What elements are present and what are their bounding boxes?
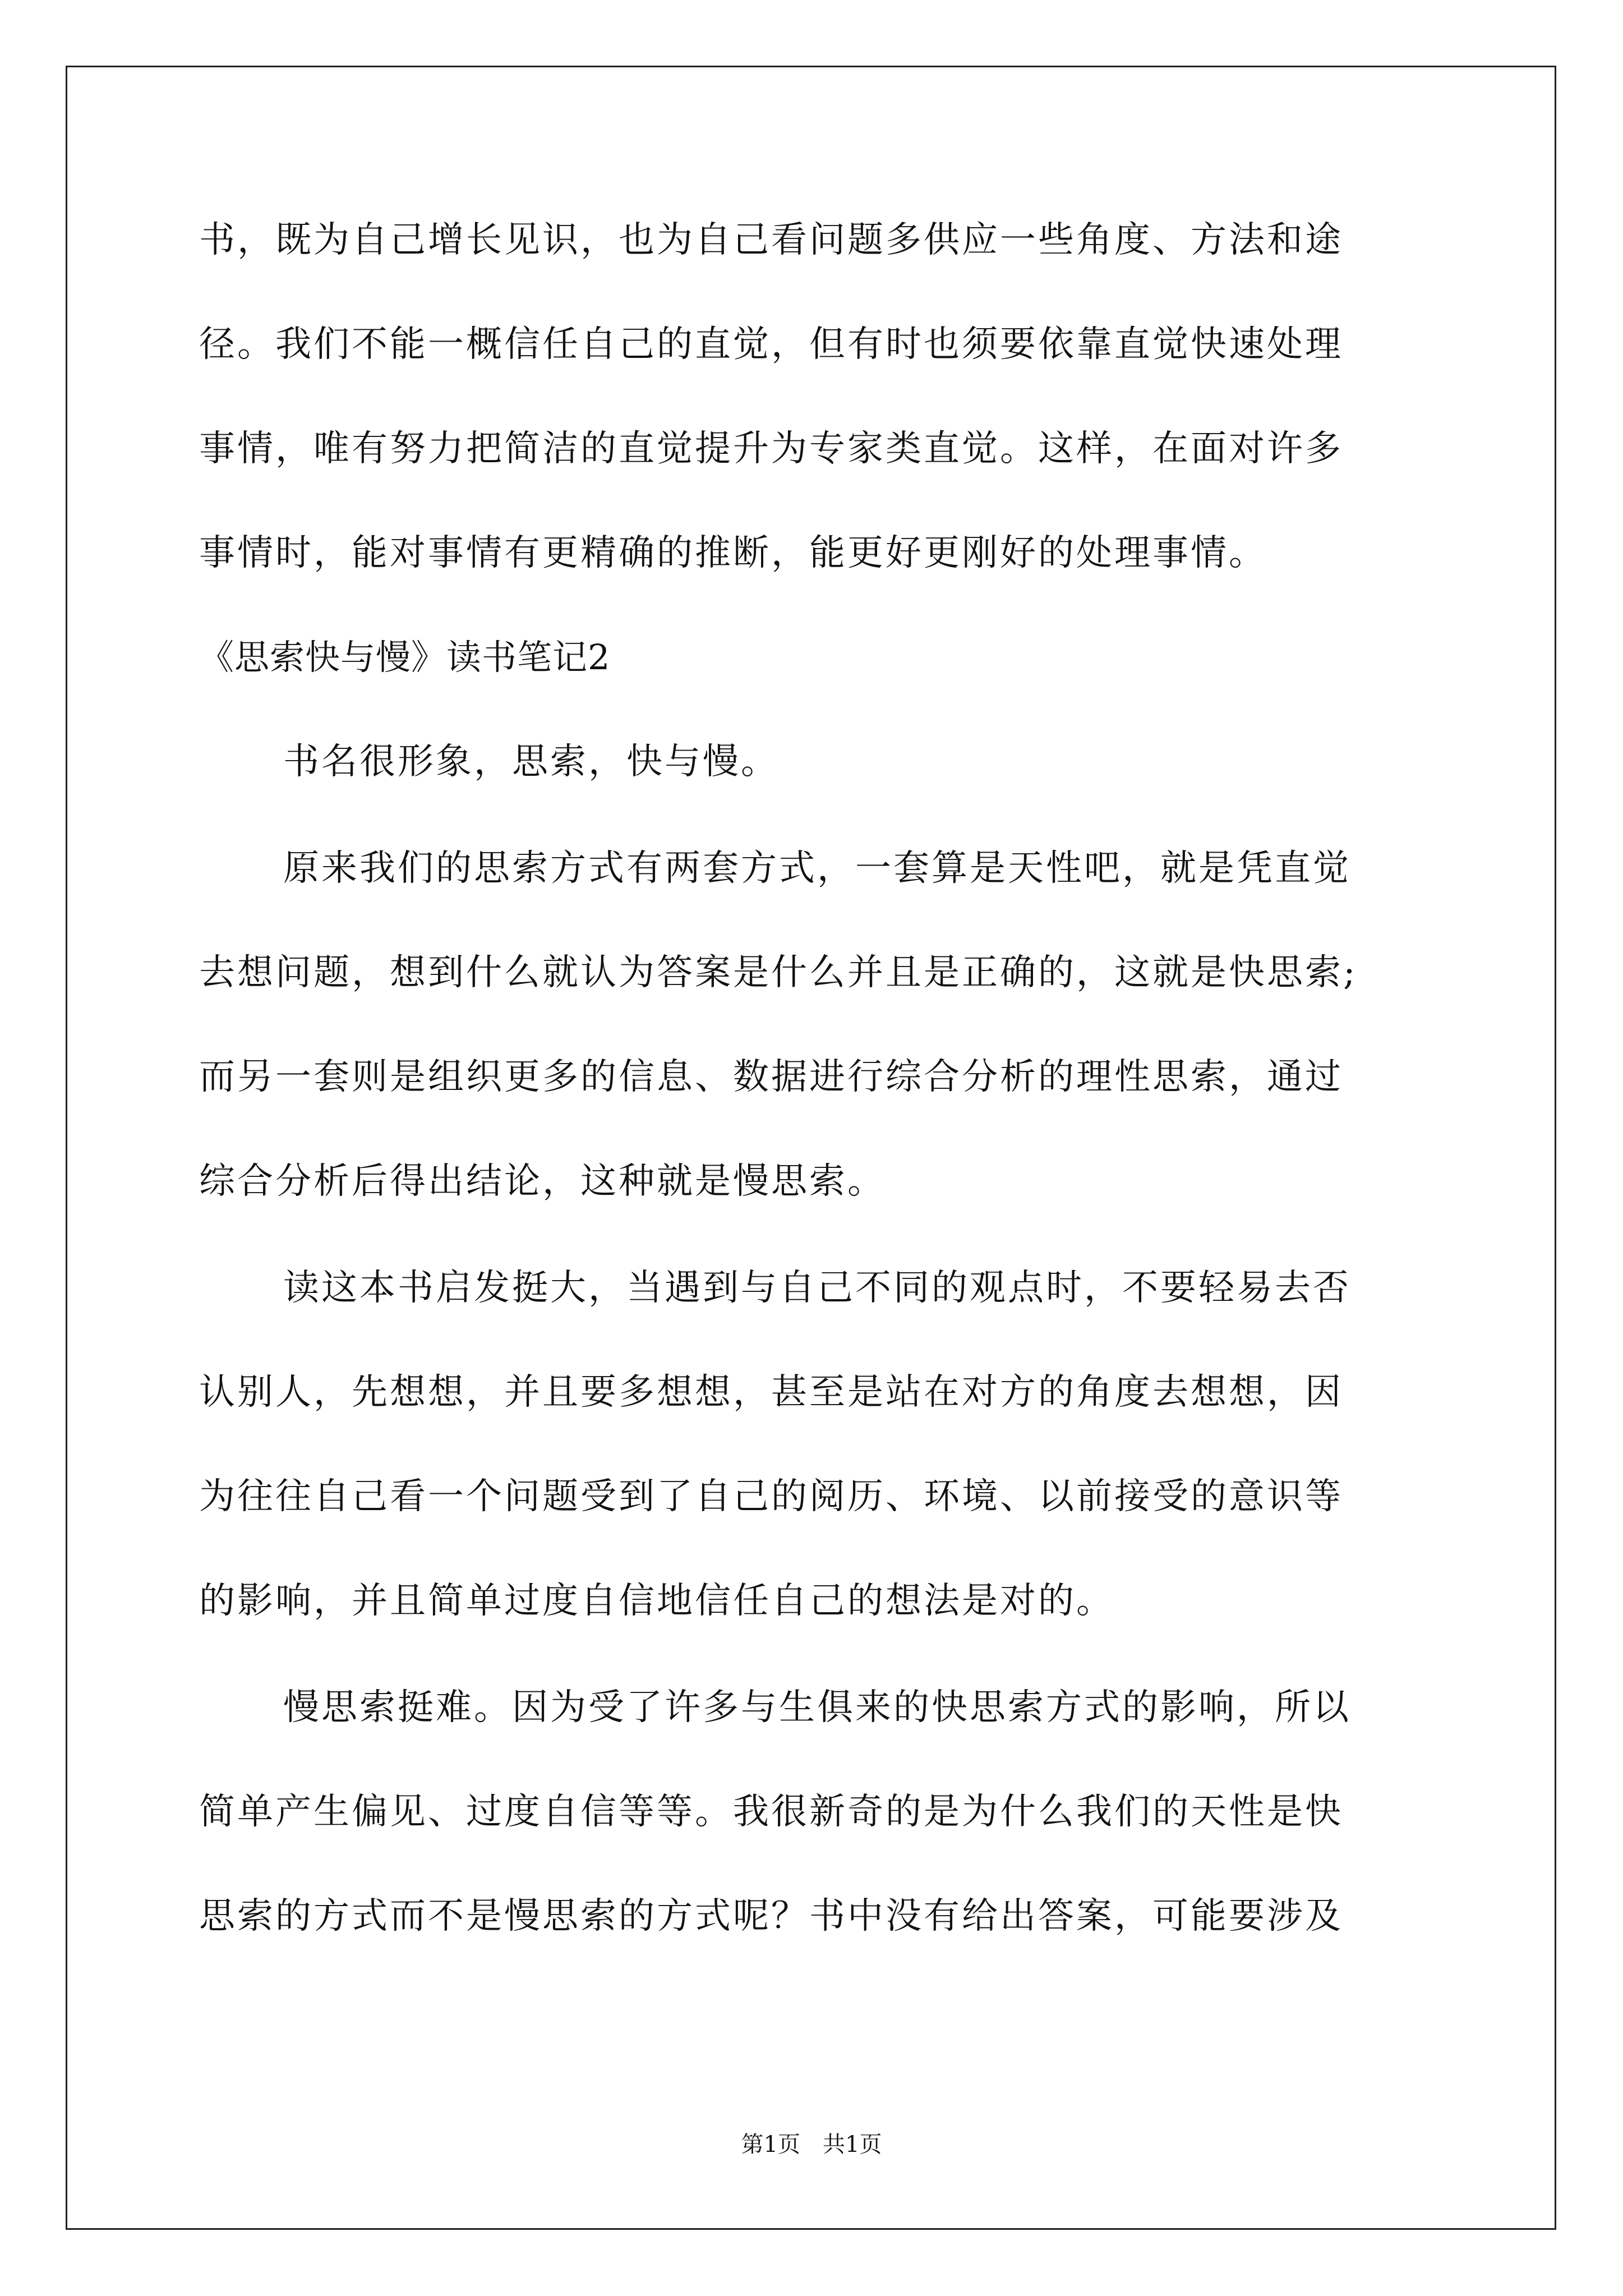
text-line: 去想问题，想到什么就认为答案是什么并且是正确的，这就是快思索;: [199, 952, 1358, 993]
text-line: 事情时，能对事情有更精确的推断，能更好更刚好的处理事情。: [199, 532, 1267, 574]
paragraph-3: [199, 1261, 1433, 1628]
text-line: 而另一套则是组织更多的信息、数据进行综合分析的理性思索，通过: [199, 1056, 1343, 1098]
text-line: 简单产生偏见、过度自信等等。我很新奇的是为什么我们的天性是快: [199, 1791, 1343, 1833]
text-line: 书名很形象，思索，快与慢。: [283, 741, 779, 783]
paragraph-2: [199, 841, 1433, 1208]
text-line: 综合分析后得出结论，这种就是慢思索。: [199, 1161, 886, 1202]
text-line: 读这本书启发挺大，当遇到与自己不同的观点时，不要轻易去否: [283, 1267, 1351, 1309]
text-line: 原来我们的思索方式有两套方式，一套算是天性吧，就是凭直觉: [283, 848, 1351, 889]
text-line: 认别人，先想想，并且要多想想，甚至是站在对方的角度去想想，因: [199, 1372, 1343, 1413]
text-line: 慢思索挺难。因为受了许多与生俱来的快思索方式的影响，所以: [283, 1687, 1351, 1728]
paragraph-1: [199, 735, 1433, 789]
text-line: 思索的方式而不是慢思索的方式呢？书中没有给出答案，可能要涉及: [199, 1895, 1343, 1937]
continued-paragraph: [199, 213, 1433, 580]
text-line: 径。我们不能一概信任自己的直觉，但有时也须要依靠直觉快速处理: [199, 324, 1343, 365]
section-heading: 《思索快与慢》读书笔记2: [199, 637, 611, 678]
text-line: 为往往自己看一个问题受到了自己的阅历、环境、以前接受的意识等: [199, 1476, 1343, 1517]
text-line: 事情，唯有努力把简洁的直觉提升为专家类直觉。这样，在面对许多: [199, 428, 1343, 470]
document-body: [199, 213, 1433, 1943]
page-footer: 第1页 共1页: [741, 2132, 882, 2157]
text-line: 的影响，并且简单过度自信地信任自己的想法是对的。: [199, 1580, 1114, 1622]
paragraph-4: [199, 1681, 1433, 1943]
text-line: 书，既为自己增长见识，也为自己看问题多供应一些角度、方法和途: [199, 219, 1343, 261]
